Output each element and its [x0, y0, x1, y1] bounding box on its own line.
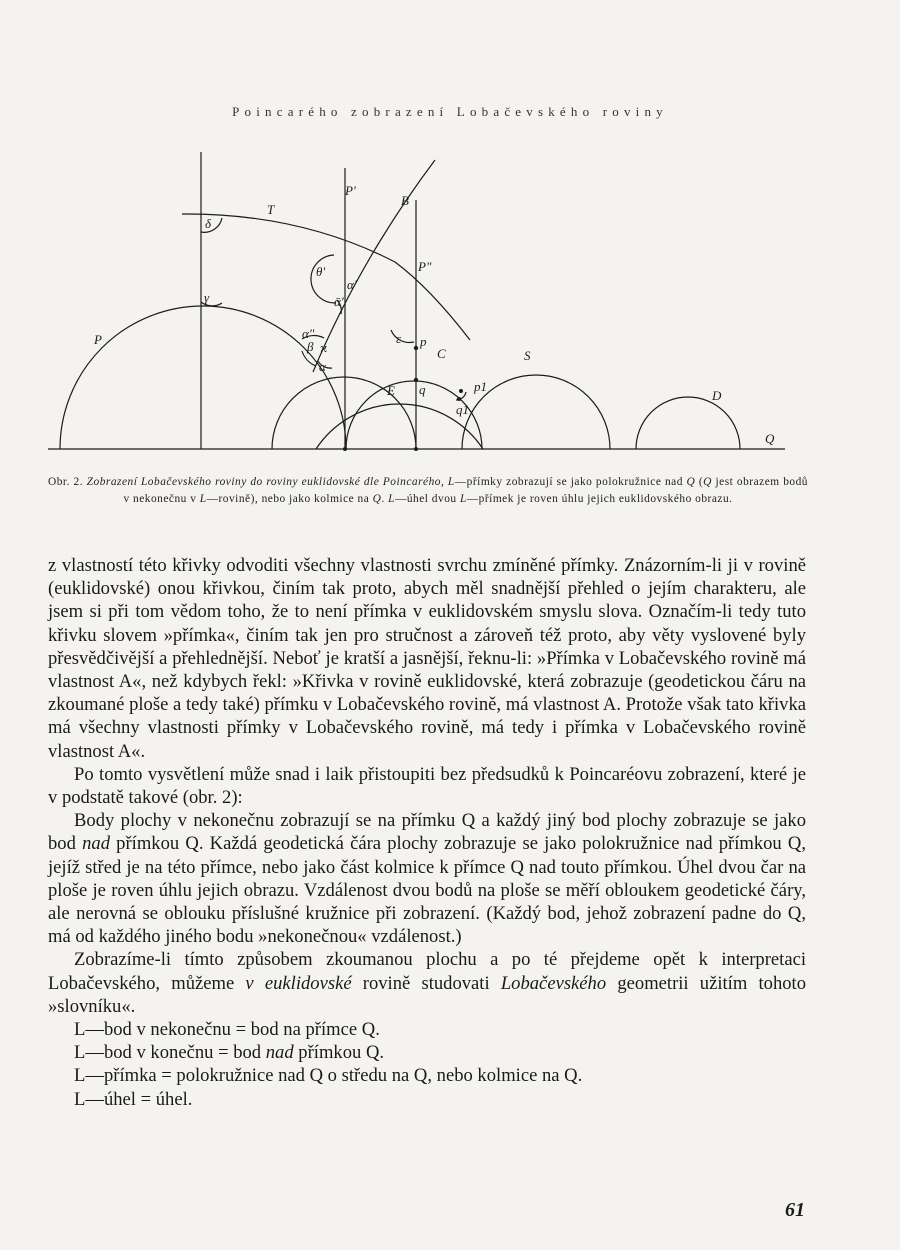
text-span: rovině studovati: [351, 972, 501, 994]
arc-T: [182, 214, 470, 340]
label-p1: p1: [474, 379, 487, 394]
semicircle-D: [636, 397, 740, 449]
caption-l: L: [199, 493, 207, 505]
label-delta: δ: [205, 216, 212, 231]
text-span-italic: nad: [265, 1042, 294, 1064]
caption-text: —úhel dvou: [394, 493, 460, 505]
figure-caption: [48, 474, 808, 508]
arc-B: [313, 160, 435, 372]
label-gamma: γ: [204, 290, 210, 305]
text-span: geometrii užitím tohoto »slovníku«.: [48, 972, 807, 1017]
caption-l: L: [459, 493, 467, 505]
text-span: Zobrazíme-li tímto způsobem zkoumanou plochu a po té přejdeme opět k interpretaci Lobačevského, můžeme: [48, 949, 806, 994]
caption-text: .: [381, 493, 389, 505]
paragraph-2: Po tomto vysvětlení může snad i laik přistoupiti bez předsudků k Poincaréovu zobrazení, které je v podstatě takové (obr. 2):: [48, 763, 806, 809]
text-span: přímkou Q.: [293, 1042, 385, 1064]
text-span-italic: Lobačevského: [500, 972, 607, 994]
dictionary-entry-4: L—úhel = úhel.: [74, 1088, 193, 1110]
label-p: p: [420, 334, 427, 349]
caption-q: Q: [372, 493, 382, 505]
label-theta-prime: θ': [316, 264, 326, 279]
caption-q: Q: [703, 476, 712, 488]
label-q1: q1: [456, 402, 469, 417]
paragraph-4: [48, 948, 806, 1018]
page-number: 61: [785, 1199, 805, 1221]
dictionary-entry-1: L—bod v nekonečnu = bod na přímce Q.: [74, 1019, 380, 1041]
text-span: přímkou Q. Každá geodetická čára plochy zobrazuje se jako polokružnice nad přímkou Q, jejíž střed je na této přímce, nebo jako část kolmice k přímce Q nad touto přímkou. Úhel dvou čar na ploše je roven úhlu jejich obrazu. Vzdálenost dvou bodů na ploše se měří obloukem geodetické čáry, ale nerovná se oblouku příslušné kružnice při zobrazení. (Každý bod, jehož zobrazení padne do Q, má od každého jiného bodu »nekonečnou« vzdálenost.): [48, 833, 806, 948]
dictionary-entry-2: [48, 1041, 806, 1064]
caption-text: —přímek je roven úhlu jejich euklidovského obrazu.: [466, 493, 733, 505]
figure-poincare-diagram: [0, 0, 900, 470]
running-head: Poincarého zobrazení Lobačevského roviny: [232, 104, 668, 119]
text-span-italic: v euklidovské: [245, 972, 352, 994]
label-C: C: [437, 346, 446, 361]
text-span: Body plochy v nekonečnu zobrazují se na přímku Q a každý jiný bod plochy zobrazuje se jako bod: [48, 810, 806, 855]
caption-title: Zobrazení Lobačevského roviny do roviny euklidovské dle Poincarého, L: [86, 476, 455, 488]
label-chi: ϰ: [320, 340, 328, 355]
label-S: S: [524, 348, 531, 363]
body-text: [48, 554, 806, 1111]
caption-q: Q: [686, 476, 696, 488]
paragraph-1: z vlastností této křivky odvoditi všechny vlastnosti svrchu zmíněné přímky. Znázorním-li ji v rovině (euklidovské) onou křivkou, činím tak proto, abych měl snadnější přehled o jejím charakteru, ale jsem si při tom vědom toho, že to není přímka v euklidovském smyslu slova. Označím-li tedy tuto křivku slovem »přímka«, činím tak jen pro stručnost a zároveň též proto, aby věty vyslovené byly přesvědčivější a přehlednější. Neboť je kratší a jasnější, řeknu-li: »Přímka v Lobačevského rovině má vlastnost A«, než kdybych řekl: »Křivka v rovině euklidovské, která zobrazuje (geodetickou čáru na zkoumané ploše a tedy také) přímku v Lobačevského rovině, má vlastnost A. Protože však tato křivka má všechny vlastnosti přímky v Lobačevského rovině, má tedy i přímka v Lobačevského rovině vlastnost A«.: [48, 555, 806, 762]
label-beta: β: [307, 339, 314, 354]
label-Q: Q: [765, 431, 775, 446]
caption-text: (: [695, 476, 704, 488]
label-alpha-prime: α': [347, 277, 357, 292]
paragraph-3: [48, 809, 806, 948]
text-span-italic: nad: [82, 833, 110, 855]
caption-l: L: [388, 493, 395, 505]
label-E: E: [387, 383, 395, 398]
label-P: P: [94, 332, 102, 347]
dictionary-entry-3: L—přímka = polokružnice nad Q o středu na Q, nebo kolmice na Q.: [74, 1065, 583, 1087]
caption-text: —přímky zobrazují se jako polokružnice nad: [454, 476, 687, 488]
text-span: L—bod v konečnu = bod: [74, 1042, 266, 1064]
label-T: T: [267, 202, 275, 217]
label-B: B: [401, 193, 409, 208]
caption-text: jest obrazem bodů v nekonečnu v: [123, 476, 808, 505]
label-alpha-double: α": [302, 326, 315, 341]
label-P-prime: P': [345, 183, 356, 198]
label-alpha-bar: ᾱ': [334, 294, 344, 309]
label-q: q: [419, 382, 426, 397]
label-P-double: P": [418, 259, 432, 274]
caption-text: —rovině), nebo jako kolmice na: [206, 493, 373, 505]
label-epsilon: ε: [396, 331, 402, 346]
label-D: D: [712, 388, 722, 403]
caption-prefix: Obr. 2.: [48, 476, 87, 488]
label-alpha: α: [319, 359, 326, 374]
